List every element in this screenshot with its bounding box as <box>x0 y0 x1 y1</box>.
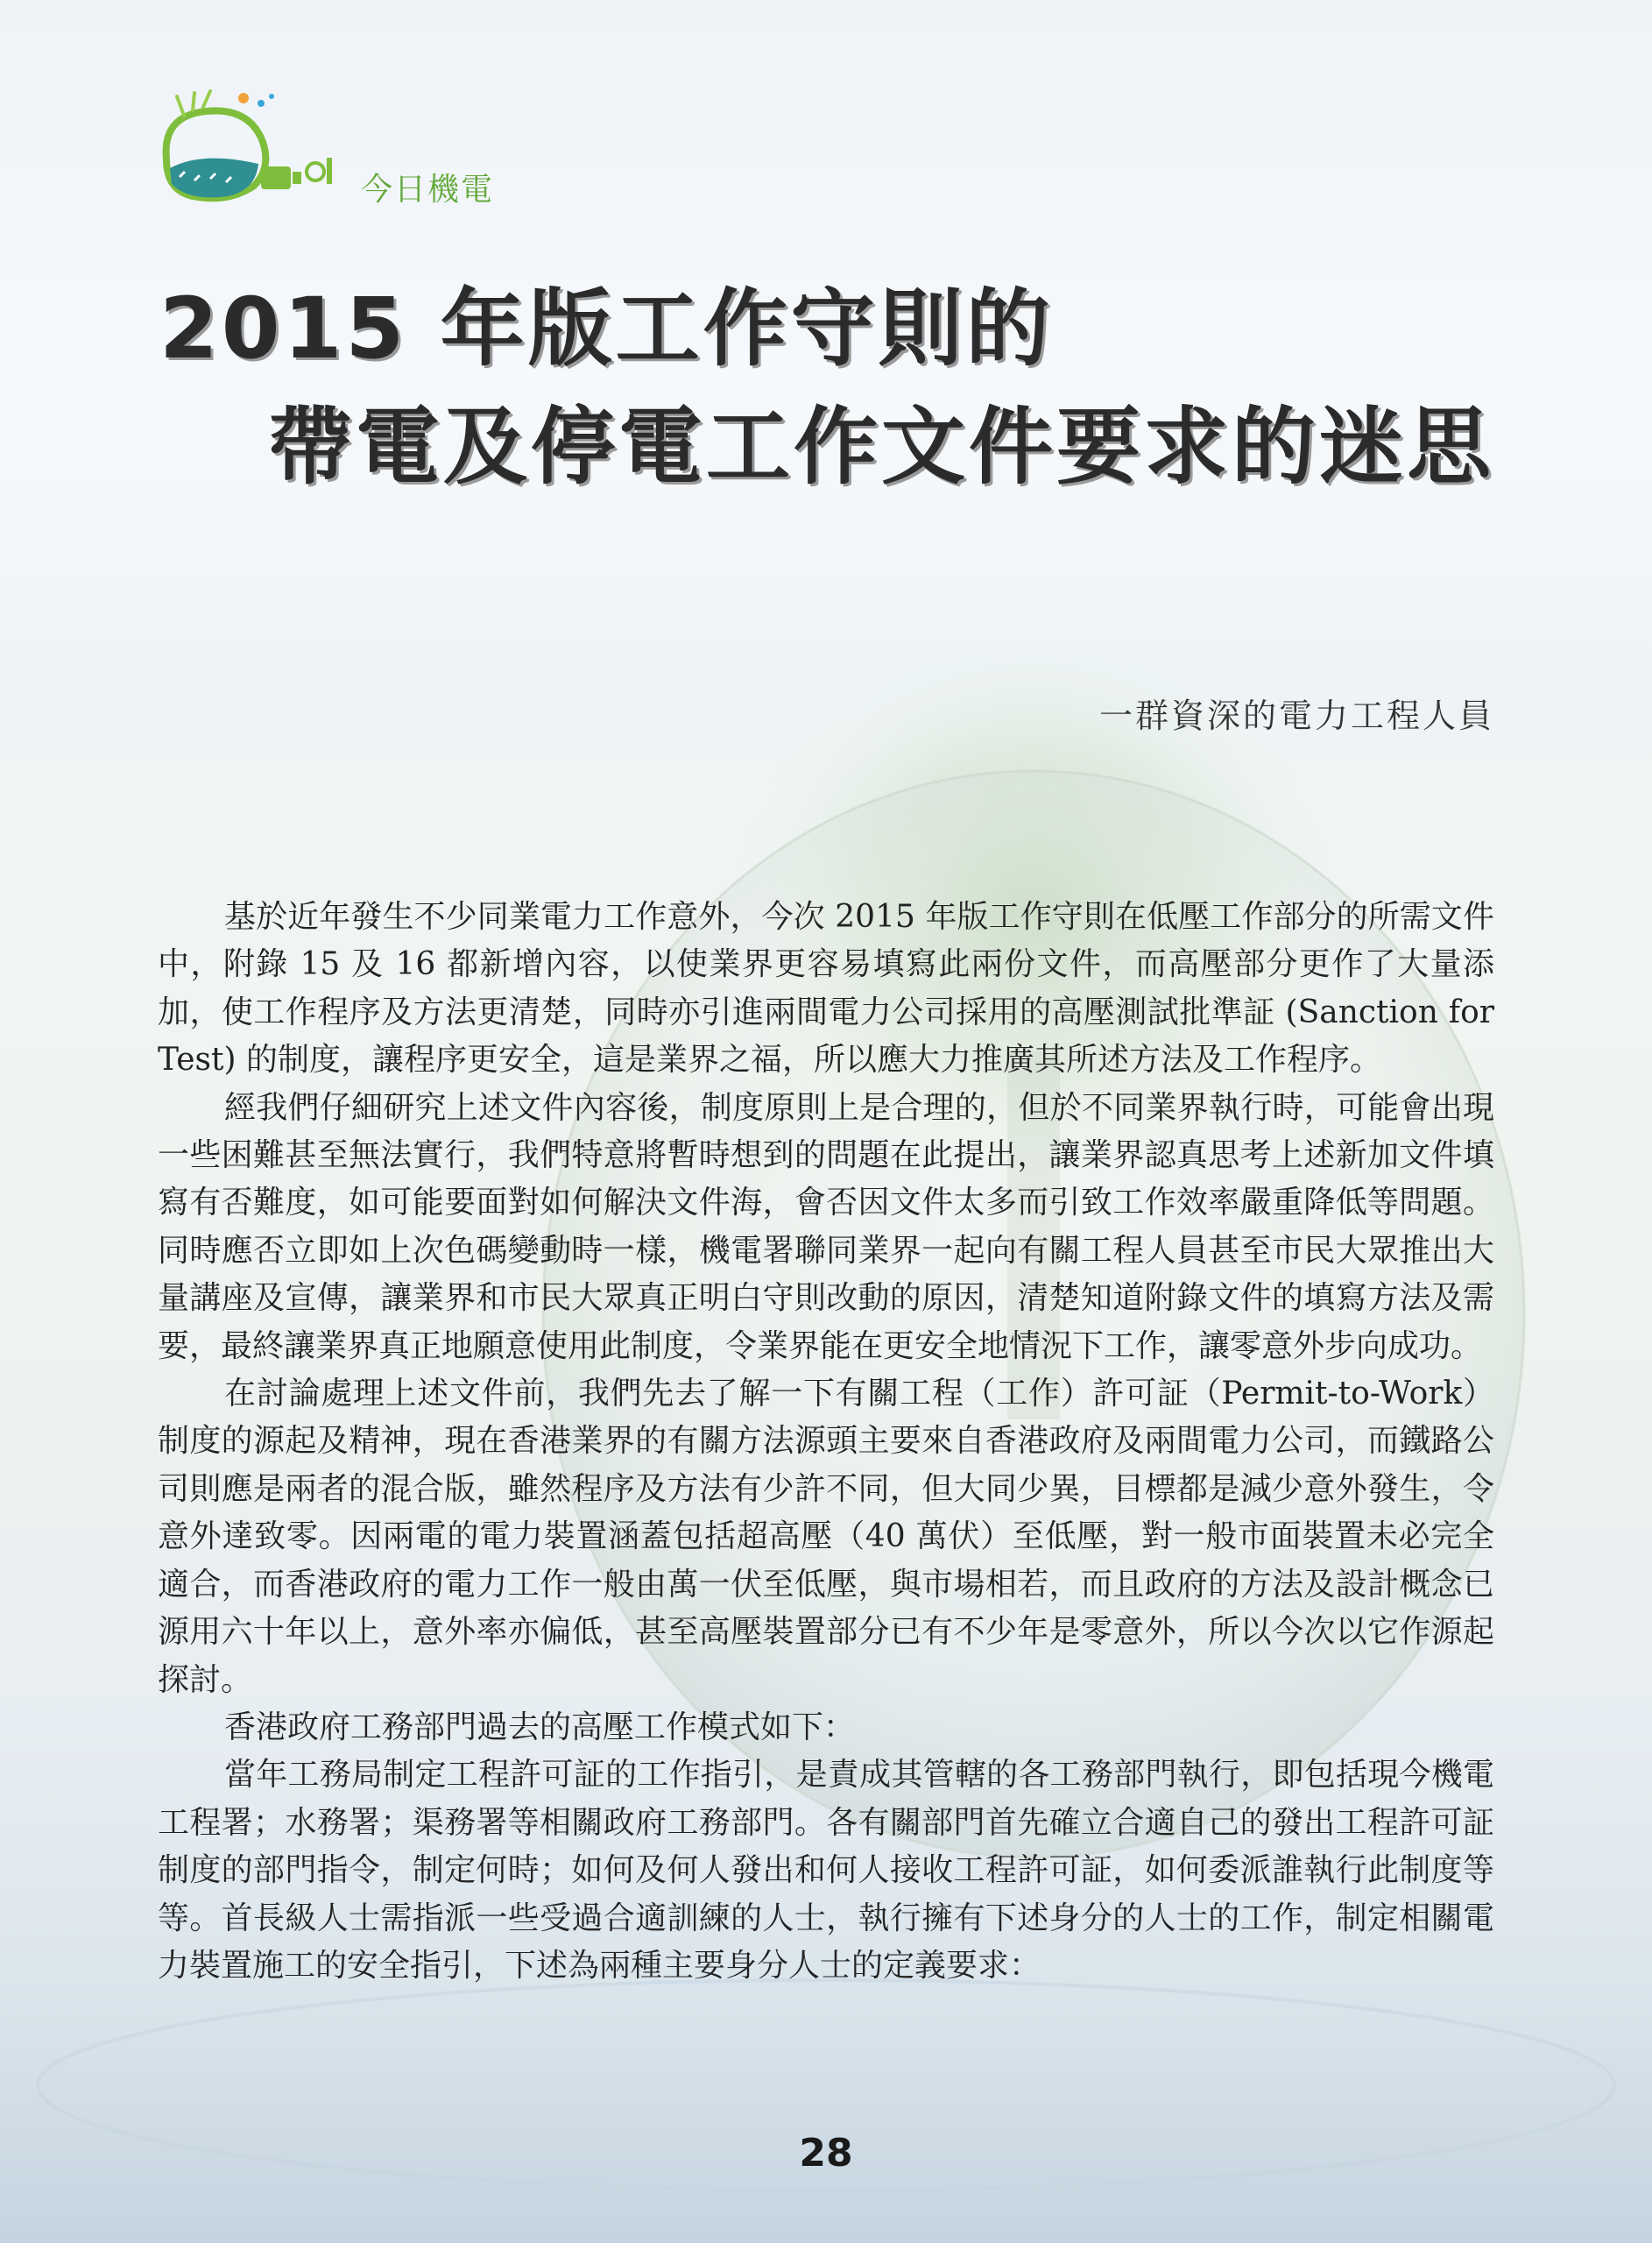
section-label: 今日機電 <box>361 172 495 208</box>
article-title-line-2: 帶電及停電工作文件要求的迷思 <box>268 398 1494 496</box>
article-author: 一群資深的電力工程人員 <box>1098 697 1494 735</box>
page-number: 28 <box>799 2131 853 2176</box>
paragraph: 經我們仔細研究上述文件內容後，制度原則上是合理的，但於不同業界執行時，可能會出現一些困難甚至無法實行，我們特意將暫時想到的問題在此提出，讓業界認真思考上述新加文件填寫有否難度，如可能要面對如何解決文件海，會否因文件太多而引致工作效率嚴重降低等問題。同時應否立即如上次色碼變動時一樣，機電署聯同業界一起向有關工程人員甚至市民大眾推出大量講座及宣傳，讓業界和市民大眾真正明白守則改動的原因，清楚知道附錄文件的填寫方法及需要，最終讓業界真正地願意使用此制度，令業界能在更安全地情況下工作，讓零意外步向成功。 <box>158 1089 1494 1364</box>
paragraph: 基於近年發生不少同業電力工作意外，今次 2015 年版工作守則在低壓工作部分的所需文件中，附錄 15 及 16 都新增內容，以使業界更容易填寫此兩份文件，而高壓部分更作了大量添加，使工作程序及方法更清楚，同時亦引進兩間電力公司採用的高壓測試批準証 (Sanction for Test) 的制度，讓程序更安全，這是業界之福，所以應大力推廣其所述方法及工作程序。 <box>158 899 1494 1079</box>
paragraph: 當年工務局制定工程許可証的工作指引，是責成其管轄的各工務部門執行，即包括現今機電工程署；水務署；渠務署等相關政府工務部門。各有關部門首先確立合適自己的發出工程許可証制度的部門指令，制定何時；如何及何人發出和何人接收工程許可証，如何委派誰執行此制度等等。首長級人士需指派一些受過合適訓練的人士，執行擁有下述身分的人士的工作，制定相關電力裝置施工的安全指引，下述為兩種主要身分人士的定義要求： <box>158 1757 1494 1984</box>
article-body <box>158 894 1494 1990</box>
paragraph: 在討論處理上述文件前，我們先去了解一下有關工程（工作）許可証（Permit-to-Work）制度的源起及精神，現在香港業界的有關方法源頭主要來自香港政府及兩間電力公司，而鐵路公司則應是兩者的混合版，雖然程序及方法有少許不同，但大同少異，目標都是減少意外發生，令意外達致零。因兩電的電力裝置涵蓋包括超高壓（40 萬伏）至低壓，對一般市面裝置未必完全適合，而香港政府的電力工作一般由萬一伏至低壓，與市場相若，而且政府的方法及設計概念已源用六十年以上，意外率亦偏低，甚至高壓裝置部分已有不少年是零意外，所以今次以它作源起探討。 <box>158 1376 1494 1698</box>
article-title-line-1: 2015 年版工作守則的 <box>159 279 1054 378</box>
paragraph: 香港政府工務部門過去的高壓工作模式如下： <box>224 1709 856 1745</box>
lightbulb-logo-icon <box>140 81 359 212</box>
